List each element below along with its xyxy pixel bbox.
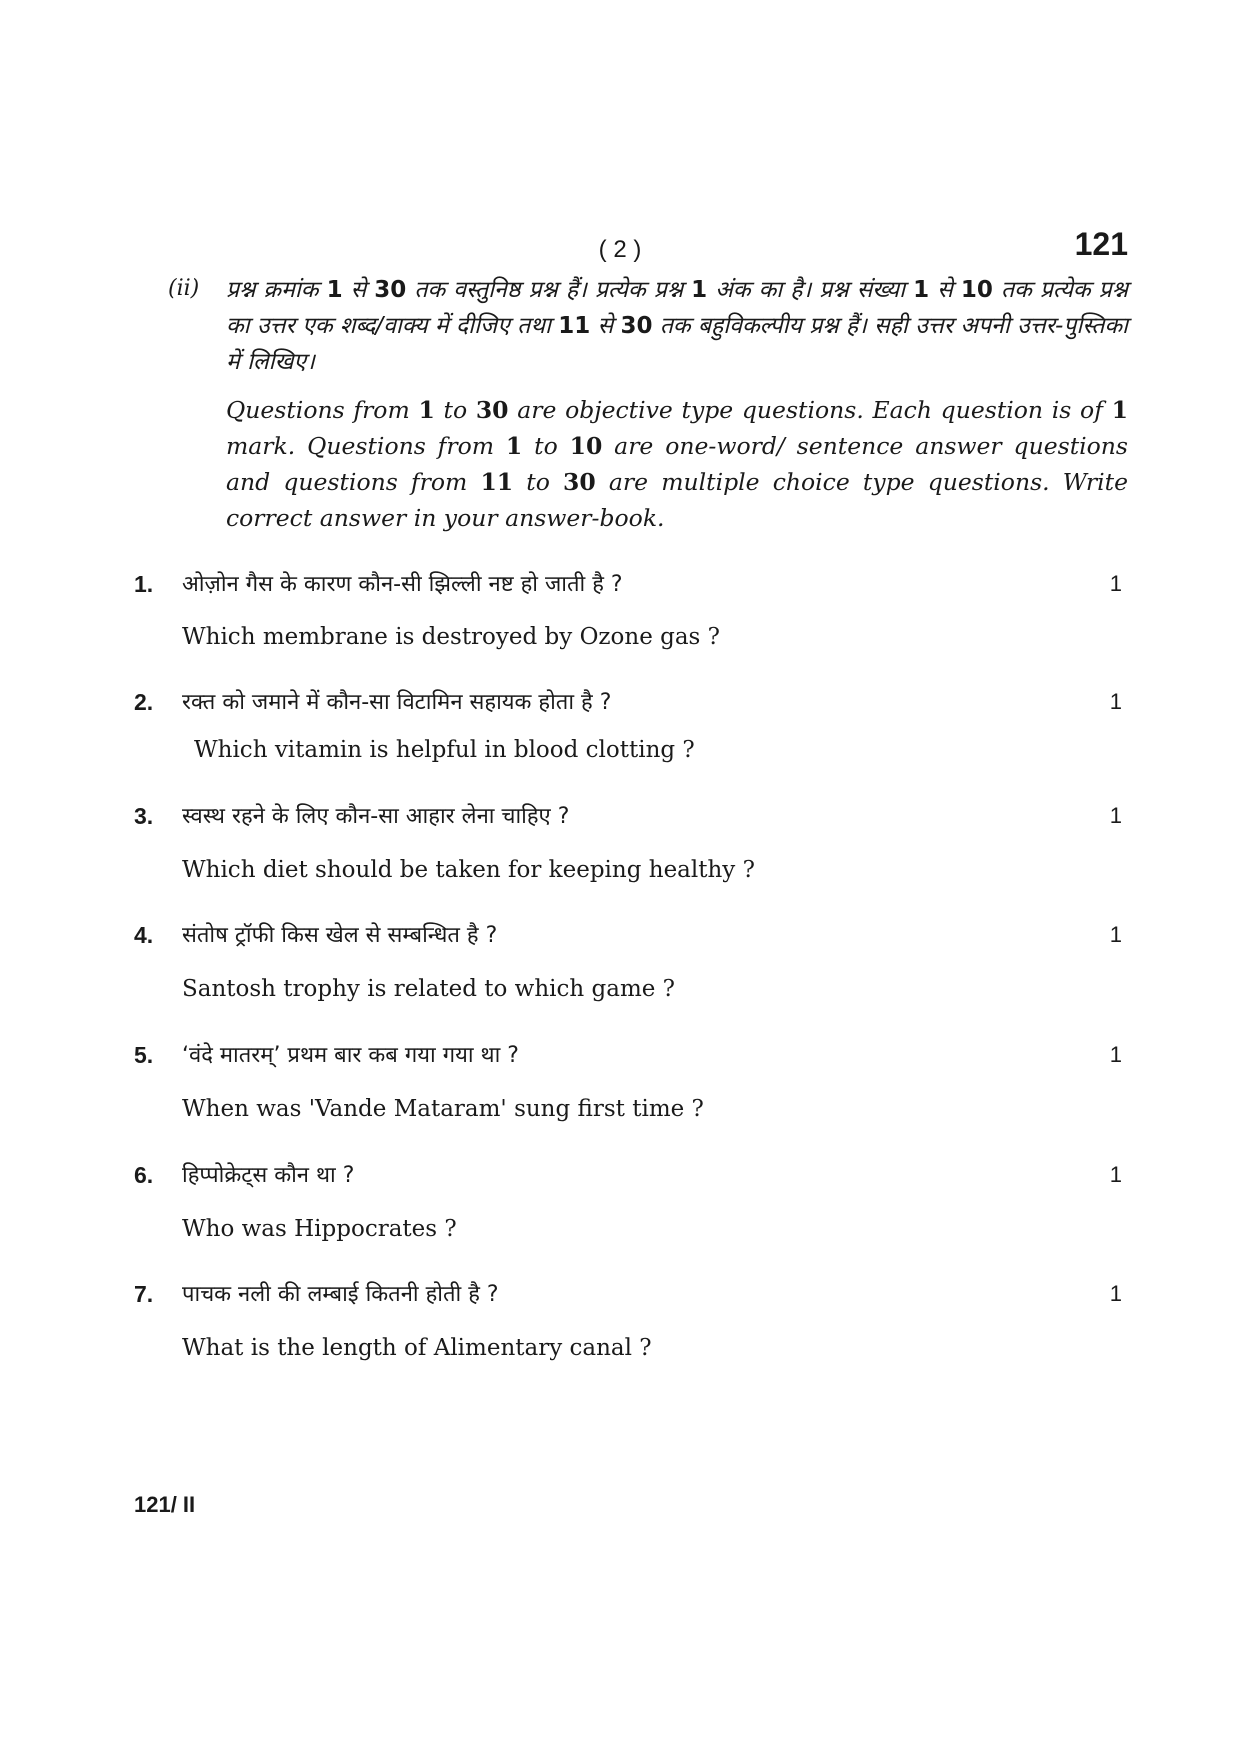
question-marks: 1 bbox=[1109, 571, 1122, 596]
footer-code: 121/ II bbox=[134, 1492, 196, 1517]
question-english: Which diet should be taken for keeping healthy ? bbox=[182, 857, 755, 883]
question-marks: 1 bbox=[1109, 1042, 1122, 1067]
question-number: 4. bbox=[134, 922, 154, 948]
question-marks: 1 bbox=[1109, 1162, 1122, 1187]
question-number: 6. bbox=[134, 1162, 154, 1188]
question-english: Which membrane is destroyed by Ozone gas ? bbox=[182, 624, 721, 650]
question-hindi: ‘वंदे मातरम्’ प्रथम बार कब गया गया था ? bbox=[182, 1043, 519, 1068]
question-number: 5. bbox=[134, 1042, 154, 1068]
question-number: 7. bbox=[134, 1281, 154, 1307]
question-english: When was 'Vande Mataram' sung first time ? bbox=[182, 1096, 704, 1122]
question-number: 1. bbox=[134, 571, 154, 597]
question-marks: 1 bbox=[1109, 922, 1122, 947]
question-hindi: पाचक नली की लम्बाई कितनी होती है ? bbox=[182, 1282, 499, 1307]
page-number: ( 2 ) bbox=[598, 236, 642, 263]
question-marks: 1 bbox=[1109, 803, 1122, 828]
question-number: 2. bbox=[134, 689, 154, 715]
question-hindi: ओज़ोन गैस के कारण कौन-सी झिल्ली नष्ट हो जाती है ? bbox=[182, 572, 623, 597]
question-hindi: हिप्पोक्रेट्स कौन था ? bbox=[182, 1163, 355, 1188]
question-marks: 1 bbox=[1109, 1281, 1122, 1306]
instruction-hindi: प्रश्न क्रमांक 1 से 30 तक वस्तुनिष्ठ प्रश्न हैं। प्रत्येक प्रश्न 1 अंक का है। प्रश्न संख्या 1 से 10 तक प्रत्येक प्रश्न का उत्तर एक शब्द/वाक्य में दीजिए तथा 11 से 30 तक बहुविकल्पीय प्रश्न हैं। सही उत्तर अपनी उत्तर-पुस्तिका में लिखिए। bbox=[226, 277, 1129, 375]
question-number: 3. bbox=[134, 803, 154, 829]
instruction-marker: (ii) bbox=[168, 276, 200, 301]
question-english: What is the length of Alimentary canal ? bbox=[182, 1335, 652, 1361]
question-hindi: संतोष ट्रॉफी किस खेल से सम्बन्धित है ? bbox=[182, 923, 498, 948]
question-english: Which vitamin is helpful in blood clotting ? bbox=[194, 737, 695, 763]
question-hindi: स्वस्थ रहने के लिए कौन-सा आहार लेना चाहिए ? bbox=[182, 804, 570, 829]
question-english: Santosh trophy is related to which game ? bbox=[182, 976, 676, 1002]
question-hindi: रक्त को जमाने में कौन-सा विटामिन सहायक होता है ? bbox=[182, 690, 612, 715]
paper-code: 121 bbox=[1074, 226, 1128, 262]
question-marks: 1 bbox=[1109, 689, 1122, 714]
question-english: Who was Hippocrates ? bbox=[182, 1216, 457, 1242]
instruction-english: Questions from 1 to 30 are objective type questions. Each question is of 1 mark. Questions from 1 to 10 are one-word/ sentence answer questions and questions from 11 to 30 are multiple choice type questions. Write correct answer in your answer-book. bbox=[226, 396, 1128, 532]
